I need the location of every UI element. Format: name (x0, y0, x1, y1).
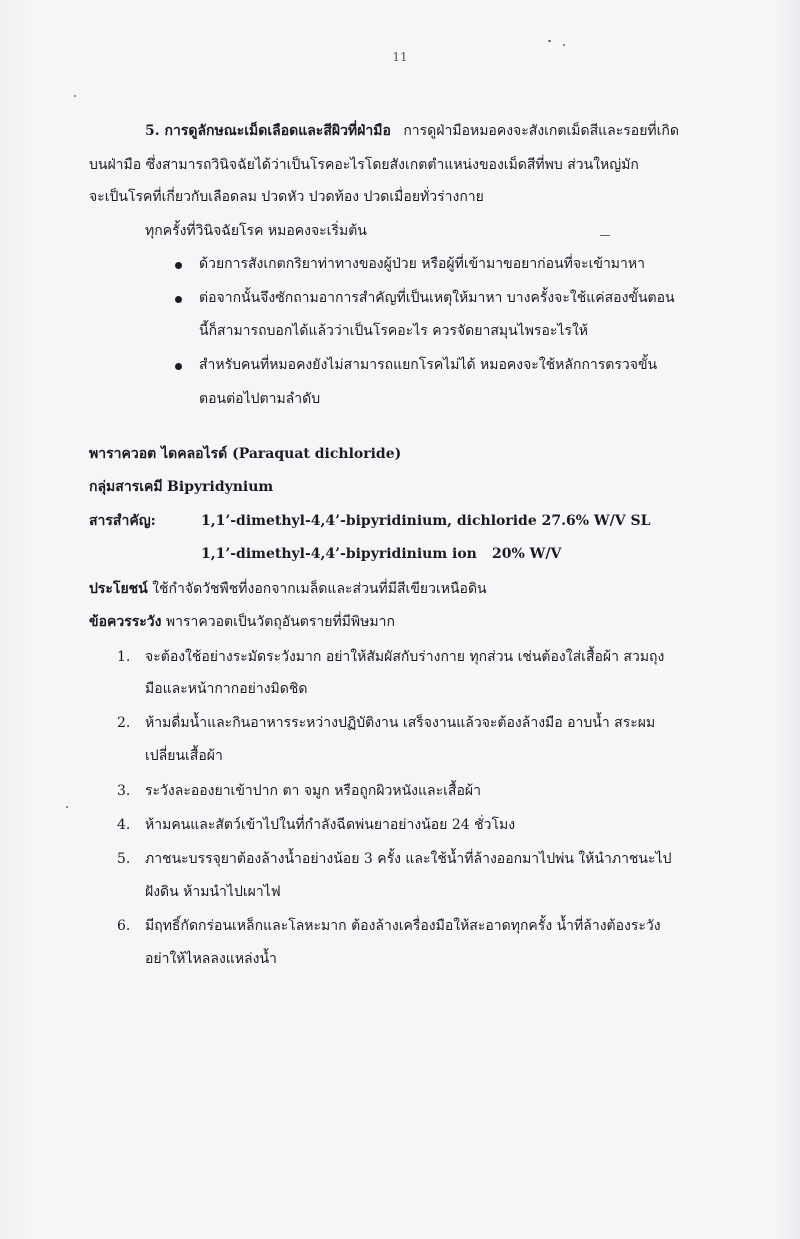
item-5-number: 5. (117, 851, 131, 867)
item-2-line-2: เปลี่ยนเสื้อผ้า (145, 748, 223, 764)
caution-label: ข้อควรระวัง (89, 614, 162, 630)
active-ingredient-1: 1,1’-dimethyl-4,4’-bipyridinium, dichloride 27.6% W/V SL (201, 513, 651, 529)
item-5-line-2: ฝังดิน ห้ามนำไปเผาไฟ (145, 884, 281, 900)
chemical-title: พาราควอต ไดคลอไรด์ (Paraquat dichloride) (89, 446, 402, 462)
item-4-number: 4. (117, 817, 131, 833)
item-6-line-1: มีฤทธิ์กัดกร่อนเหล็กและโลหะมาก ต้องล้างเครื่องมือให้สะอาดทุกครั้ง น้ำที่ล้างต้องระวัง (145, 918, 661, 934)
scan-speck (548, 40, 551, 42)
active-ingredient-2-concentration: 20% W/V (492, 546, 562, 562)
bullet-3-line-1: สำหรับคนที่หมอคงยังไม่สามารถแยกโรคไม่ได้ หมอคงจะใช้หลักการตรวจขั้น (199, 357, 658, 373)
page-number: 11 (392, 50, 408, 64)
bullet-2-line-2: นี้ก็สามารถบอกได้แล้วว่าเป็นโรคอะไร ควรจัดยาสมุนไพรอะไรให้ (199, 323, 589, 339)
item-5-line-1: ภาชนะบรรจุยาต้องล้างน้ำอย่างน้อย 3 ครั้ง และใช้น้ำที่ล้างออกมาไปพ่น ให้นำภาชนะไป (145, 851, 672, 867)
section-5-heading: 5. การดูลักษณะเม็ดเลือดและสีผิวที่ฝ่ามือ (145, 123, 391, 139)
section-5-line-1 (145, 123, 679, 139)
diagnosis-intro: ทุกครั้งที่วินิจฉัยโรค หมอคงจะเริ่มต้น (145, 223, 367, 239)
scan-speck (74, 95, 76, 97)
item-6-number: 6. (117, 918, 131, 934)
item-2-line-1: ห้ามดื่มน้ำและกินอาหารระหว่างปฏิบัติงาน เสร็จงานแล้วจะต้องล้างมือ อาบน้ำ สระผม (145, 715, 656, 731)
caution-text: พาราควอตเป็นวัตถุอันตรายที่มีพิษมาก (165, 614, 395, 630)
scan-speck (66, 806, 68, 808)
item-3-line-1: ระวังละอองยาเข้าปาก ตา จมูก หรือถูกผิวหนังและเสื้อผ้า (145, 783, 481, 799)
bullet-dot (175, 296, 182, 303)
caution-line (89, 614, 395, 630)
scan-speck (600, 235, 610, 236)
chemical-group-value: Bipyridynium (167, 479, 274, 495)
section-5-line-2: บนฝ่ามือ ซึ่งสามารถวินิจฉัยได้ว่าเป็นโรคอะไรโดยสังเกตตำแหน่งของเม็ดสีที่พบ ส่วนใหญ่มัก (89, 157, 639, 173)
chemical-group-label: กลุ่มสารเคมี (89, 479, 163, 495)
bullet-3-line-2: ตอนต่อไปตามลำดับ (199, 391, 321, 407)
use-line (89, 581, 487, 597)
item-1-number: 1. (117, 649, 131, 665)
chemical-group-line (89, 479, 273, 495)
use-label: ประโยชน์ (89, 581, 148, 597)
scan-speck (563, 44, 565, 46)
bullet-2-line-1: ต่อจากนั้นจึงซักถามอาการสำคัญที่เป็นเหตุให้มาหา บางครั้งจะใช้แค่สองขั้นตอน (199, 290, 675, 306)
use-text: ใช้กำจัดวัชพืชที่งอกจากเมล็ดและส่วนที่มีสีเขียวเหนือดิน (152, 581, 487, 597)
item-1-line-1: จะต้องใช้อย่างระมัดระวังมาก อย่าให้สัมผัสกับร่างกาย ทุกส่วน เช่นต้องใส่เสื้อผ้า สวมถุง (145, 649, 665, 665)
item-6-line-2: อย่าให้ไหลลงแหล่งน้ำ (145, 951, 277, 967)
bullet-dot (175, 262, 182, 269)
section-5-line-1-rest: การดูฝ่ามือหมอคงจะสังเกตเม็ดสีและรอยที่เกิด (403, 123, 679, 139)
item-2-number: 2. (117, 715, 131, 731)
bullet-1-line-1: ด้วยการสังเกตกริยาท่าทางของผู้ป่วย หรือผู้ที่เข้ามาขอยาก่อนที่จะเข้ามาหา (199, 256, 645, 272)
section-5-line-3: จะเป็นโรคที่เกี่ยวกับเลือดลม ปวดหัว ปวดท้อง ปวดเมื่อยทั่วร่างกาย (89, 189, 484, 205)
item-4-line-1: ห้ามคนและสัตว์เข้าไปในที่กำลังฉีดพ่นยาอย่างน้อย 24 ชั่วโมง (145, 817, 516, 833)
item-1-line-2: มือและหน้ากากอย่างมิดชิด (145, 681, 308, 697)
item-3-number: 3. (117, 783, 131, 799)
active-ingredient-2-name: 1,1’-dimethyl-4,4’-bipyridinium ion (201, 546, 477, 562)
bullet-dot (175, 363, 182, 370)
active-ingredient-label: สารสำคัญ: (89, 513, 156, 529)
